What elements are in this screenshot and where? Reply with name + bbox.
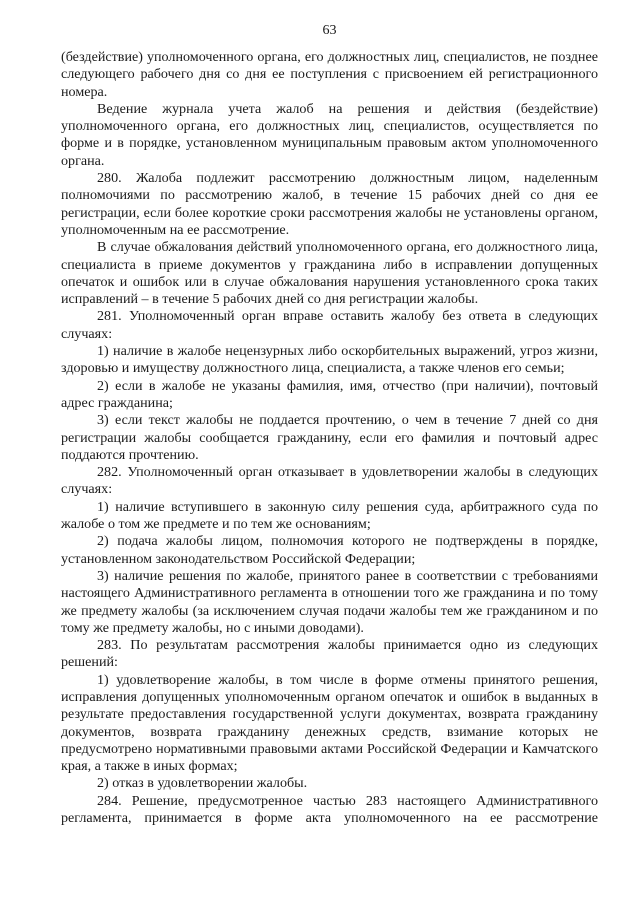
- paragraph: Ведение журнала учета жалоб на решения и действия (бездействие) уполномоченного органа, его должностных лиц, специалистов, осуществляется по форме и в порядке, установленном муниципальным правовым актом уполномоченного органа.: [61, 100, 598, 169]
- paragraph: 2) если в жалобе не указаны фамилия, имя, отчество (при наличии), почтовый адрес гражданина;: [61, 377, 598, 411]
- paragraph: 1) наличие в жалобе нецензурных либо оскорбительных выражений, угроз жизни, здоровью и имуществу должностного лица, специалиста, а также членов его семьи;: [61, 343, 598, 377]
- page-number: 63: [322, 22, 337, 38]
- paragraph: 2) подача жалобы лицом, полномочия которого не подтверждены в порядке, установленном законодательством Российской Федерации;: [61, 533, 598, 567]
- paragraph: 1) удовлетворение жалобы, в том числе в форме отмены принятого решения, исправления допущенных уполномоченным органом опечаток и ошибок в выданных в результате предоставления государственной услуги документах, возврата гражданину документов, возврата гражданину денежных средств, взимание которых не предусмотрено нормативными правовыми актами Российской Федерации и Камчатского края, а также в иных формах;: [61, 671, 598, 775]
- paragraph: 284. Решение, предусмотренное частью 283 настоящего Административного регламента, принимается в форме акта уполномоченного на ее рассмотрение: [61, 792, 598, 827]
- paragraph: 2) отказ в удовлетворении жалобы.: [97, 775, 308, 792]
- paragraph: 280. Жалоба подлежит рассмотрению должностным лицом, наделенным полномочиями по рассмотрению жалоб, в течение 15 рабочих дней со дня ее регистрации, если более короткие сроки рассмотрения жалобы не установлены органом, уполномоченным на ее рассмотрение.: [61, 170, 598, 238]
- paragraph: 1) наличие вступившего в законную силу решения суда, арбитражного суда по жалобе о том же предмете и по тем же основаниям;: [61, 498, 598, 533]
- paragraph: (бездействие) уполномоченного органа, его должностных лиц, специалистов, не позднее следующего рабочего дня со дня ее поступления с присвоением ей регистрационного номера.: [61, 49, 598, 100]
- paragraph: В случае обжалования действий уполномоченного органа, его должностного лица, специалиста в приеме документов у гражданина либо в исправлении допущенных опечаток и ошибок или в случае обжалования нарушения установленного срока таких исправлений – в течение 5 рабочих дней со дня регистрации жалобы.: [61, 239, 598, 308]
- paragraph: 3) наличие решения по жалобе, принятого ранее в соответствии с требованиями настоящего Административного регламента в отношении того же гражданина и по тому же предмету жалобы (за исключением случая подачи жалобы тем же гражданином и по тому же предмету жалобы, но с иными доводами).: [61, 567, 598, 636]
- paragraph: 283. По результатам рассмотрения жалобы принимается одно из следующих решений:: [61, 637, 598, 671]
- paragraph: 282. Уполномоченный орган отказывает в удовлетворении жалобы в следующих случаях:: [61, 464, 598, 498]
- paragraph: 3) если текст жалобы не поддается прочтению, о чем в течение 7 дней со дня регистрации жалобы сообщается гражданину, если его фамилия и почтовый адрес поддаются прочтению.: [61, 412, 598, 463]
- paragraph: 281. Уполномоченный орган вправе оставить жалобу без ответа в следующих случаях:: [61, 308, 598, 342]
- document-body: [61, 49, 598, 827]
